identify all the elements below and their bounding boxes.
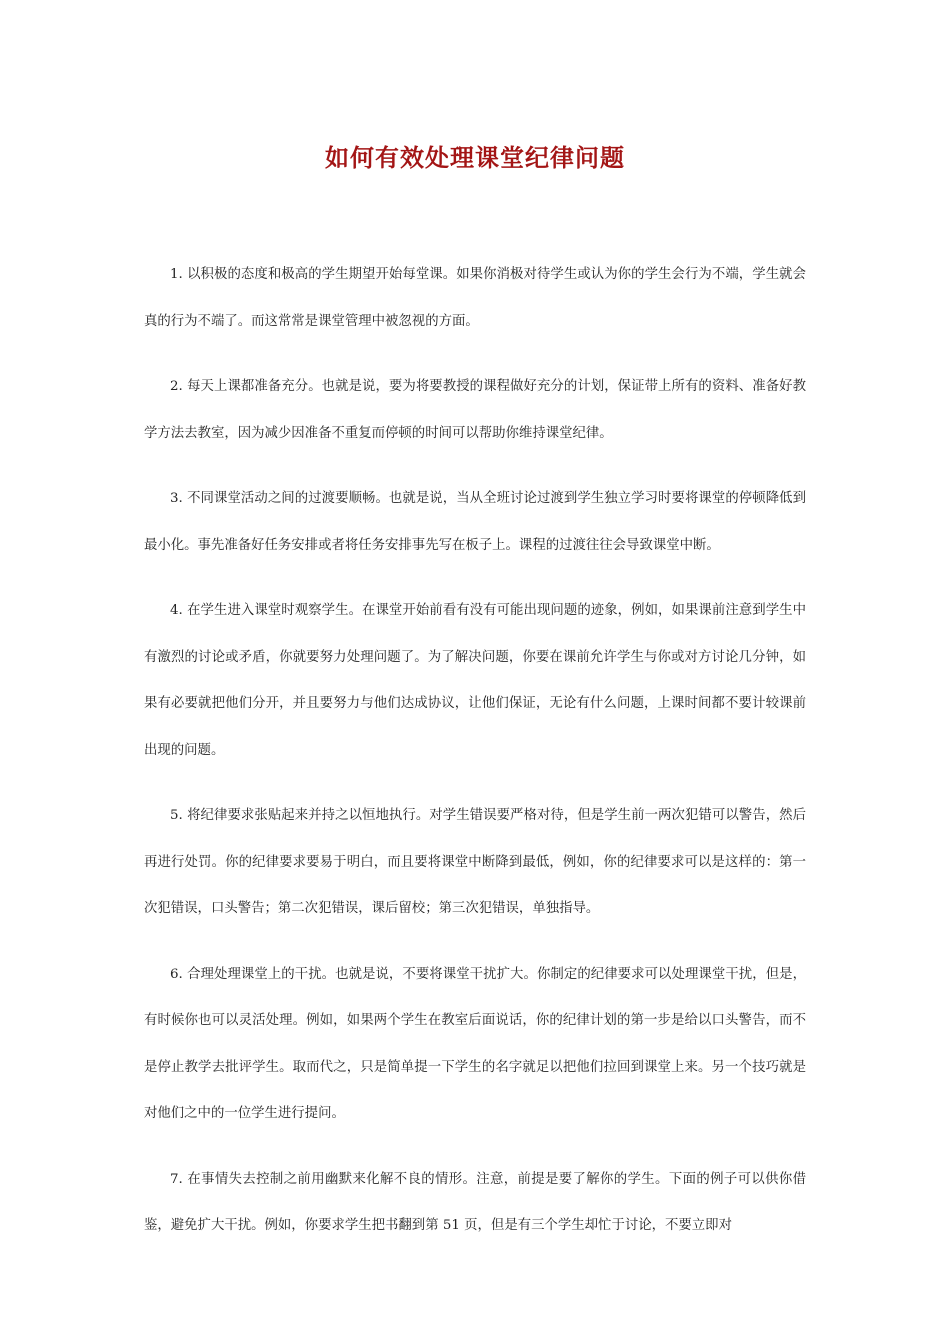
document-body bbox=[144, 252, 806, 1269]
paragraph-5: 5. 将纪律要求张贴起来并持之以恒地执行。对学生错误要严格对待，但是学生前一两次犯错可以警告，然后再进行处罚。你的纪律要求要易于明白，而且要将课堂中断降到最低，例如，你的纪律要求可以是这样的：第一次犯错误，口头警告；第二次犯错误，课后留校；第三次犯错误，单独指导。 bbox=[144, 808, 806, 916]
paragraph-7: 7. 在事情失去控制之前用幽默来化解不良的情形。注意，前提是要了解你的学生。下面的例子可以供你借鉴，避免扩大干扰。例如，你要求学生把书翻到第 51 页，但是有三个学生却忙于讨论，不要立即对 bbox=[144, 1171, 806, 1233]
paragraph-3: 3. 不同课堂活动之间的过渡要顺畅。也就是说，当从全班讨论过渡到学生独立学习时要将课堂的停顿降低到最小化。事先准备好任务安排或者将任务安排事先写在板子上。课程的过渡往往会导致课堂中断。 bbox=[144, 491, 806, 553]
paragraph-1: 1. 以积极的态度和极高的学生期望开始每堂课。如果你消极对待学生或认为你的学生会行为不端，学生就会真的行为不端了。而这常常是课堂管理中被忽视的方面。 bbox=[144, 267, 806, 329]
paragraph-2: 2. 每天上课都准备充分。也就是说，要为将要教授的课程做好充分的计划，保证带上所有的资料、准备好教学方法去教室，因为减少因准备不重复而停顿的时间可以帮助你维持课堂纪律。 bbox=[144, 379, 806, 441]
paragraph-6: 6. 合理处理课堂上的干扰。也就是说，不要将课堂干扰扩大。你制定的纪律要求可以处理课堂干扰，但是，有时候你也可以灵活处理。例如，如果两个学生在教室后面说话，你的纪律计划的第一步是给以口头警告，而不是停止教学去批评学生。取而代之，只是简单提一下学生的名字就足以把他们拉回到课堂上来。另一个技巧就是对他们之中的一位学生进行提问。 bbox=[144, 966, 806, 1121]
page-title: 如何有效处理课堂纪律问题 bbox=[325, 143, 625, 172]
paragraph-4: 4. 在学生进入课堂时观察学生。在课堂开始前看有没有可能出现问题的迹象，例如，如果课前注意到学生中有激烈的讨论或矛盾，你就要努力处理问题了。为了解决问题，你要在课前允许学生与你或对方讨论几分钟，如果有必要就把他们分开，并且要努力与他们达成协议，让他们保证，无论有什么问题，上课时间都不要计较课前出现的问题。 bbox=[144, 603, 806, 758]
